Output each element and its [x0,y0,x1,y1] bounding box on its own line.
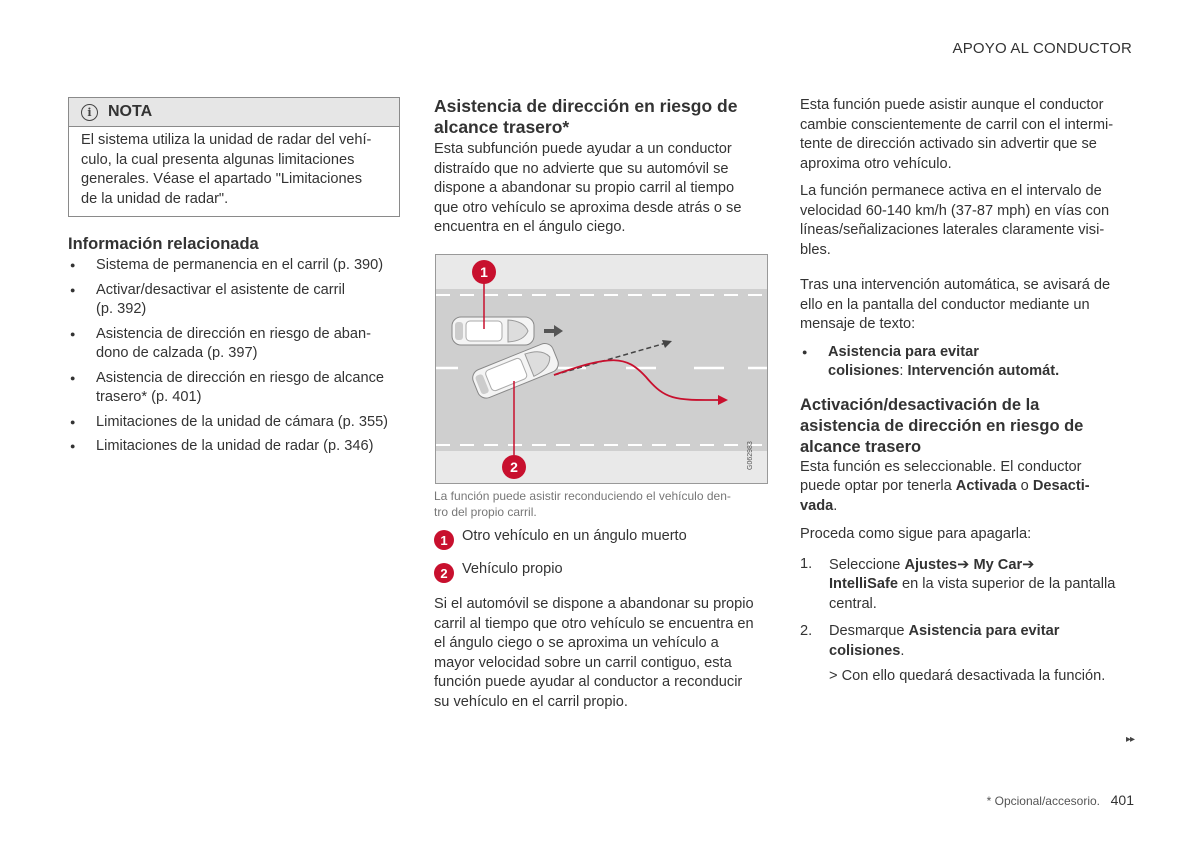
callout-badge: 2 [434,563,454,583]
note-title: NOTA [108,103,153,120]
step-result: > Con ello quedará desactivada la función. [829,668,1106,684]
message-item: ● Asistencia para evitar colisiones: Intervención automát. [800,343,1145,382]
callout-1 [472,260,496,284]
subsection-title: Activación/desactivación de la asistencia de dirección en riesgo de alcance trasero [800,395,1084,456]
paragraph: Esta función es seleccionable. El conductor puede optar por tenerla Activada o Desacti- vada. [800,458,1090,514]
page-number: 401 [1110,792,1134,808]
note-header [69,98,399,127]
note-line: generales. Véase el apartado "Limitaciones [81,171,363,187]
right-column [800,96,1145,687]
svg-text:2: 2 [510,459,518,475]
section-title: Asistencia de dirección en riesgo de alcance trasero* [434,96,738,137]
related-info [68,234,408,462]
footnote: * Opcional/accesorio. [986,794,1100,808]
callout-badge: 1 [434,530,454,550]
intro-paragraph: Esta subfunción puede ayudar a un conductor distraído que no advierte que su automóvil se dispone a abandonar su propio carril al tiempo que otro vehículo se aproxima desde atrás o se encuentra en el ángulo ciego. [434,141,742,235]
callout-2 [502,455,526,479]
figure-caption: La función puede asistir reconduciendo el vehículo den- tro del propio carril. [434,489,731,519]
continue-icon: ▸▸ [1125,734,1134,745]
legend-item: 2 Vehículo propio [434,563,774,583]
related-item[interactable]: ● Limitaciones de la unidad de cámara (p. 355) [68,413,408,433]
steps-list [800,555,1145,662]
related-item[interactable]: ● Sistema de permanencia en el carril (p. 390) [68,256,408,276]
info-icon: i [81,104,98,121]
section-header: APOYO AL CONDUCTOR [952,40,1132,57]
figure-caption-block [434,488,774,712]
related-title: Información relacionada [68,235,259,253]
arrow-right-icon: ➔ [957,555,970,573]
related-item[interactable]: ● Asistencia de dirección en riesgo de aban- dono de calzada (p. 397) [68,325,408,364]
note-line: culo, la cual presenta algunas limitaciones [81,151,355,168]
legend-item: 1 Otro vehículo en un ángulo muerto [434,530,774,550]
step-item: 1. Seleccione Ajustes➔ My Car➔ IntelliSafe en la vista superior de la pantalla central. [800,555,1116,612]
note-line: El sistema utiliza la unidad de radar del vehí- [81,132,372,148]
related-item[interactable]: ● Asistencia de dirección en riesgo de alcance trasero* (p. 401) [68,369,408,408]
note-line: de la unidad de radar". [81,190,229,207]
arrow-right-icon: ➔ [1022,555,1035,573]
middle-column [434,96,774,238]
paragraph: Tras una intervención automática, se avisará de ello en la pantalla del conductor mediante un mensaje de texto: [800,277,1111,332]
figure-code: G062983 [747,441,754,470]
note-body [69,127,399,209]
lane-diagram-figure [435,254,768,484]
note-box [68,97,400,217]
message-list [800,343,1145,382]
paragraph: La función permanece activa en el intervalo de velocidad 60-140 km/h (37-87 mph) en vías con líneas/señalizaciones laterales claramente visi- bles. [800,183,1110,258]
related-list [68,256,408,457]
body-paragraph: Si el automóvil se dispone a abandonar su propio carril al tiempo que otro vehículo se encuentra en el ángulo ciego o se aproxima un vehículo a mayor velocidad sobre un carril contiguo, esta función puede ayudar al conductor a reconducir su vehículo en el carril propio. [434,596,754,710]
other-vehicle-icon [452,317,534,345]
related-item[interactable]: ● Activar/desactivar el asistente de carril (p. 392) [68,281,408,320]
paragraph: Esta función puede asistir aunque el conductor cambie conscientemente de carril con el intermi- tente de dirección activado sin advertir que se aproxima otro vehículo. [800,97,1114,172]
step-item: 2. Desmarque Asistencia para evitar colisiones. [800,623,1060,659]
lane-diagram [436,255,767,483]
svg-text:1: 1 [480,264,488,280]
related-item[interactable]: ● Limitaciones de la unidad de radar (p. 346) [68,437,408,457]
paragraph: Proceda como sigue para apagarla: [800,526,1032,542]
result-marker: > [829,668,838,684]
